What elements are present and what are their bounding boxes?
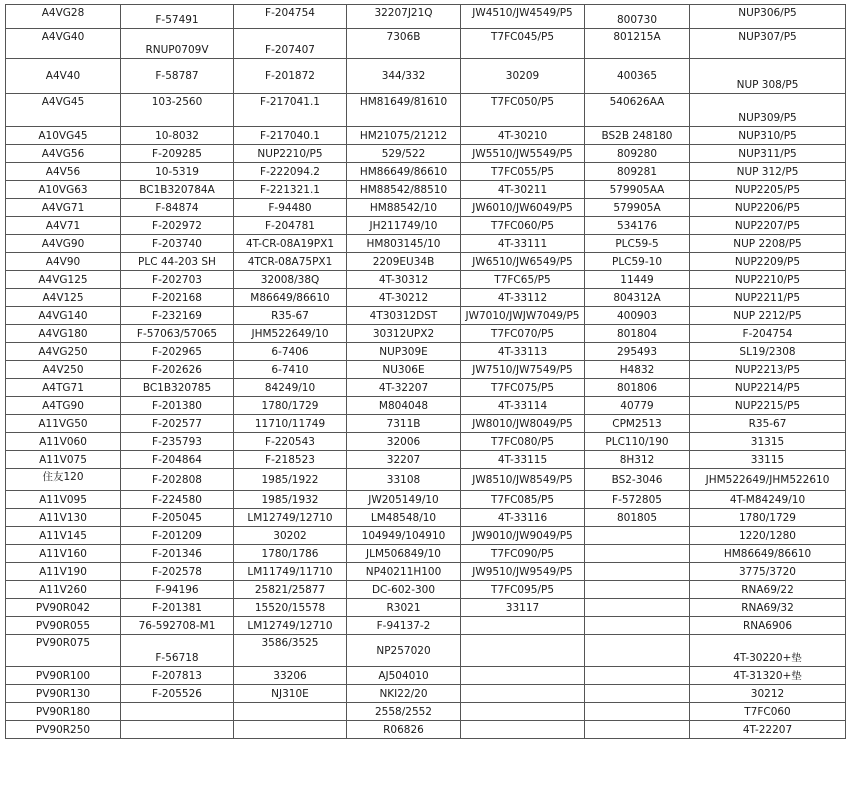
cell-code-c: HM88542/88510	[347, 181, 461, 199]
cell-code-c: HM21075/21212	[347, 127, 461, 145]
table-row	[6, 325, 846, 343]
table-row	[6, 145, 846, 163]
cell-code-e	[585, 635, 690, 667]
table-row	[6, 721, 846, 739]
cell-code-d: 4T-33113	[461, 343, 585, 361]
cell-code-c: 7306B	[347, 29, 461, 59]
table-row	[6, 271, 846, 289]
cell-code-d: JW5510/JW5549/P5	[461, 145, 585, 163]
cell-model: A4V40	[6, 59, 121, 94]
cell-code-c: HM803145/10	[347, 235, 461, 253]
cell-code-b: 4T-CR-08A19PX1	[234, 235, 347, 253]
table-row	[6, 59, 846, 94]
cell-code-e: 295493	[585, 343, 690, 361]
cell-code-d	[461, 721, 585, 739]
cell-code-d: T7FC075/P5	[461, 379, 585, 397]
cell-code-c: JLM506849/10	[347, 545, 461, 563]
cell-model: PV90R055	[6, 617, 121, 635]
cell-code-a: BC1B320784A	[121, 181, 234, 199]
cell-code-f: NUP 312/P5	[690, 163, 846, 181]
cell-code-a: F-94196	[121, 581, 234, 599]
cell-code-b: 32008/38Q	[234, 271, 347, 289]
cell-code-a: F-204864	[121, 451, 234, 469]
cell-code-f: 4T-30220+垫	[690, 635, 846, 667]
cell-code-e: 809281	[585, 163, 690, 181]
cell-code-b: NJ310E	[234, 685, 347, 703]
cell-model: A4VG40	[6, 29, 121, 59]
cell-code-b: F-207407	[234, 29, 347, 59]
cell-code-e	[585, 667, 690, 685]
cell-code-c: 4T30312DST	[347, 307, 461, 325]
cell-code-f: NUP 2212/P5	[690, 307, 846, 325]
cell-model: A4TG71	[6, 379, 121, 397]
cell-code-f: SL19/2308	[690, 343, 846, 361]
cell-code-d: JW6510/JW6549/P5	[461, 253, 585, 271]
table-row	[6, 527, 846, 545]
cell-code-e: 801806	[585, 379, 690, 397]
table-row	[6, 361, 846, 379]
cell-code-d: T7FC080/P5	[461, 433, 585, 451]
cell-code-c: 4T-32207	[347, 379, 461, 397]
cell-code-f: NUP2210/P5	[690, 271, 846, 289]
cell-code-a: F-202168	[121, 289, 234, 307]
cell-model: PV90R250	[6, 721, 121, 739]
cell-code-e: 8H312	[585, 451, 690, 469]
cell-code-d: T7FC070/P5	[461, 325, 585, 343]
table-row	[6, 29, 846, 59]
cell-code-a: F-201346	[121, 545, 234, 563]
cell-code-e: 801804	[585, 325, 690, 343]
cell-model: A4VG90	[6, 235, 121, 253]
cell-model: A4V71	[6, 217, 121, 235]
cell-code-d: 33117	[461, 599, 585, 617]
cell-code-b: 4TCR-08A75PX1	[234, 253, 347, 271]
cell-model: PV90R100	[6, 667, 121, 685]
cell-code-b: LM11749/11710	[234, 563, 347, 581]
cell-code-f: NUP306/P5	[690, 5, 846, 29]
cell-code-d: T7FC050/P5	[461, 94, 585, 127]
cell-code-a: F-207813	[121, 667, 234, 685]
cell-code-d: JW8010/JW8049/P5	[461, 415, 585, 433]
cell-code-d	[461, 685, 585, 703]
table-row	[6, 127, 846, 145]
table-row	[6, 433, 846, 451]
cell-code-e: 540626AA	[585, 94, 690, 127]
cell-code-e	[585, 527, 690, 545]
cell-code-b: F-221321.1	[234, 181, 347, 199]
cell-code-d: JW8510/JW8549/P5	[461, 469, 585, 491]
cell-code-a: F-57063/57065	[121, 325, 234, 343]
cell-code-c: NUP309E	[347, 343, 461, 361]
table-row	[6, 491, 846, 509]
cell-code-d: 4T-33116	[461, 509, 585, 527]
cell-code-c: R06826	[347, 721, 461, 739]
cell-model: A11V160	[6, 545, 121, 563]
cell-code-d: 4T-33115	[461, 451, 585, 469]
cell-code-a: F-202626	[121, 361, 234, 379]
cell-code-a: 76-592708-M1	[121, 617, 234, 635]
cell-model: A4V250	[6, 361, 121, 379]
cell-code-e: PLC110/190	[585, 433, 690, 451]
cell-model: A11V190	[6, 563, 121, 581]
cell-code-e: 579905A	[585, 199, 690, 217]
cell-code-c: R3021	[347, 599, 461, 617]
cell-code-d: T7FC65/P5	[461, 271, 585, 289]
cell-code-b: F-222094.2	[234, 163, 347, 181]
cell-code-d: JW6010/JW6049/P5	[461, 199, 585, 217]
cell-code-f: 4T-22207	[690, 721, 846, 739]
cell-code-f: F-204754	[690, 325, 846, 343]
cell-code-d: T7FC055/P5	[461, 163, 585, 181]
cell-model: A4VG45	[6, 94, 121, 127]
cell-model: A11V260	[6, 581, 121, 599]
cell-code-d	[461, 703, 585, 721]
cell-code-f: NUP311/P5	[690, 145, 846, 163]
cell-code-f: HM86649/86610	[690, 545, 846, 563]
cell-code-e: 579905AA	[585, 181, 690, 199]
cell-code-b: F-204754	[234, 5, 347, 29]
cell-code-b: LM12749/12710	[234, 509, 347, 527]
cell-code-a: F-202965	[121, 343, 234, 361]
cell-code-b: 25821/25877	[234, 581, 347, 599]
cell-code-a: F-205526	[121, 685, 234, 703]
cell-code-c: 4T-30212	[347, 289, 461, 307]
cell-model: A4V90	[6, 253, 121, 271]
cell-code-c: 529/522	[347, 145, 461, 163]
cell-code-d: JW4510/JW4549/P5	[461, 5, 585, 29]
cell-code-a: F-205045	[121, 509, 234, 527]
cell-code-a: F-58787	[121, 59, 234, 94]
cell-code-b: 11710/11749	[234, 415, 347, 433]
table-row	[6, 617, 846, 635]
cell-code-a: F-57491	[121, 5, 234, 29]
cell-code-f: RNA6906	[690, 617, 846, 635]
cell-code-f: NUP307/P5	[690, 29, 846, 59]
cell-code-f: NUP 308/P5	[690, 59, 846, 94]
cell-code-e: 40779	[585, 397, 690, 415]
cell-model: A4V56	[6, 163, 121, 181]
cell-code-a: F-56718	[121, 635, 234, 667]
table-row	[6, 397, 846, 415]
cell-code-a: F-202578	[121, 563, 234, 581]
cell-code-d: T7FC060/P5	[461, 217, 585, 235]
cell-code-a: F-202577	[121, 415, 234, 433]
cell-code-d: 4T-33114	[461, 397, 585, 415]
cell-code-e	[585, 581, 690, 599]
cell-model: PV90R075	[6, 635, 121, 667]
cell-model: A11V075	[6, 451, 121, 469]
cell-code-e: H4832	[585, 361, 690, 379]
cell-code-a: PLC 44-203 SH	[121, 253, 234, 271]
cell-model: A4VG125	[6, 271, 121, 289]
cell-code-b: F-220543	[234, 433, 347, 451]
cell-model: PV90R180	[6, 703, 121, 721]
cell-code-b: 3586/3525	[234, 635, 347, 667]
cell-code-d: JW9510/JW9549/P5	[461, 563, 585, 581]
cell-code-c: AJ504010	[347, 667, 461, 685]
cell-code-c: 30312UPX2	[347, 325, 461, 343]
cell-code-b: 1780/1786	[234, 545, 347, 563]
cell-code-b: NUP2210/P5	[234, 145, 347, 163]
table-row	[6, 199, 846, 217]
cell-code-e: 800730	[585, 5, 690, 29]
cell-code-c: 344/332	[347, 59, 461, 94]
table-row	[6, 343, 846, 361]
cell-code-f: 33115	[690, 451, 846, 469]
cell-code-e: 801215A	[585, 29, 690, 59]
table-row	[6, 635, 846, 667]
cell-code-f: NUP2214/P5	[690, 379, 846, 397]
cell-code-b: 84249/10	[234, 379, 347, 397]
cell-code-d: JW7010/JWJW7049/P5	[461, 307, 585, 325]
cell-code-a: F-209285	[121, 145, 234, 163]
cell-code-f: NUP2206/P5	[690, 199, 846, 217]
cell-code-f: T7FC060	[690, 703, 846, 721]
cell-code-a: F-84874	[121, 199, 234, 217]
cell-code-e	[585, 545, 690, 563]
cell-code-f: 3775/3720	[690, 563, 846, 581]
cell-code-d: 4T-30211	[461, 181, 585, 199]
cell-code-a: F-224580	[121, 491, 234, 509]
cell-code-d: T7FC045/P5	[461, 29, 585, 59]
cell-code-b: M86649/86610	[234, 289, 347, 307]
table-row	[6, 217, 846, 235]
cell-code-b: 30202	[234, 527, 347, 545]
cell-code-e	[585, 721, 690, 739]
cell-code-b: F-217040.1	[234, 127, 347, 145]
cell-code-c: NP257020	[347, 635, 461, 667]
cell-code-b: 6-7406	[234, 343, 347, 361]
cell-code-e: BS2B 248180	[585, 127, 690, 145]
cell-code-c: 32207J21Q	[347, 5, 461, 29]
cell-code-d: 4T-30210	[461, 127, 585, 145]
cell-code-b: JHM522649/10	[234, 325, 347, 343]
cell-code-c: F-94137-2	[347, 617, 461, 635]
cell-code-a: 10-8032	[121, 127, 234, 145]
table-row	[6, 307, 846, 325]
cell-code-b: 6-7410	[234, 361, 347, 379]
table-row	[6, 94, 846, 127]
cell-model: A4VG56	[6, 145, 121, 163]
table-row	[6, 253, 846, 271]
cell-code-e: 809280	[585, 145, 690, 163]
cell-code-b: F-201872	[234, 59, 347, 94]
table-row	[6, 509, 846, 527]
cell-code-a: F-201209	[121, 527, 234, 545]
cell-code-e: PLC59-5	[585, 235, 690, 253]
cell-model: A4VG250	[6, 343, 121, 361]
cell-code-a: 103-2560	[121, 94, 234, 127]
cell-code-d: T7FC095/P5	[461, 581, 585, 599]
cell-code-a: RNUP0709V	[121, 29, 234, 59]
cell-code-d: JW7510/JW7549/P5	[461, 361, 585, 379]
table-row	[6, 599, 846, 617]
cell-code-e: PLC59-10	[585, 253, 690, 271]
cell-code-f: 30212	[690, 685, 846, 703]
cell-model: A4VG28	[6, 5, 121, 29]
cell-code-b: F-94480	[234, 199, 347, 217]
cell-code-d: JW9010/JW9049/P5	[461, 527, 585, 545]
cell-code-b: F-217041.1	[234, 94, 347, 127]
cell-code-b	[234, 721, 347, 739]
table-row	[6, 163, 846, 181]
cell-code-c: M804048	[347, 397, 461, 415]
cell-code-e: F-572805	[585, 491, 690, 509]
table-row	[6, 469, 846, 491]
cell-code-c: 33108	[347, 469, 461, 491]
cell-code-c: HM81649/81610	[347, 94, 461, 127]
cell-model: A11V060	[6, 433, 121, 451]
bearing-table-sheet	[5, 4, 846, 739]
cell-model: PV90R042	[6, 599, 121, 617]
cell-code-c: 2209EU34B	[347, 253, 461, 271]
cell-code-e: 801805	[585, 509, 690, 527]
cell-code-c: JH211749/10	[347, 217, 461, 235]
cell-code-c: 32006	[347, 433, 461, 451]
cell-model: A10VG45	[6, 127, 121, 145]
cell-code-f: NUP2205/P5	[690, 181, 846, 199]
cell-code-f: NUP2213/P5	[690, 361, 846, 379]
cell-model: A4VG140	[6, 307, 121, 325]
table-row	[6, 451, 846, 469]
cell-code-d: 4T-33111	[461, 235, 585, 253]
cell-code-b: F-204781	[234, 217, 347, 235]
table-row	[6, 289, 846, 307]
cell-code-f: 1220/1280	[690, 527, 846, 545]
table-row	[6, 379, 846, 397]
cell-model: A11VG50	[6, 415, 121, 433]
cell-code-b: LM12749/12710	[234, 617, 347, 635]
cell-model: 住友120	[6, 469, 121, 491]
cell-code-f: RNA69/22	[690, 581, 846, 599]
cell-code-e: BS2-3046	[585, 469, 690, 491]
cell-code-f: 4T-31320+垫	[690, 667, 846, 685]
cell-code-f: 1780/1729	[690, 509, 846, 527]
cell-model: A4TG90	[6, 397, 121, 415]
cell-code-c: 32207	[347, 451, 461, 469]
table-row	[6, 667, 846, 685]
cell-code-f: NUP2211/P5	[690, 289, 846, 307]
cell-code-d: 4T-33112	[461, 289, 585, 307]
cell-code-e: 400365	[585, 59, 690, 94]
cell-code-c: 2558/2552	[347, 703, 461, 721]
cell-code-f: NUP309/P5	[690, 94, 846, 127]
cell-code-c: LM48548/10	[347, 509, 461, 527]
cell-code-e: 11449	[585, 271, 690, 289]
cell-code-f: 4T-M84249/10	[690, 491, 846, 509]
cell-code-a: F-202972	[121, 217, 234, 235]
cell-code-c: HM88542/10	[347, 199, 461, 217]
cell-model: A10VG63	[6, 181, 121, 199]
cell-code-a	[121, 703, 234, 721]
cell-code-c: 104949/104910	[347, 527, 461, 545]
cell-code-b: 15520/15578	[234, 599, 347, 617]
cell-code-b: 1985/1922	[234, 469, 347, 491]
table-row	[6, 5, 846, 29]
cell-code-a: F-202703	[121, 271, 234, 289]
cell-model: A11V130	[6, 509, 121, 527]
cell-code-f: R35-67	[690, 415, 846, 433]
cell-code-e: 400903	[585, 307, 690, 325]
cell-model: A11V145	[6, 527, 121, 545]
cell-code-d	[461, 667, 585, 685]
cell-code-d: T7FC090/P5	[461, 545, 585, 563]
table-row	[6, 685, 846, 703]
cell-code-a: 10-5319	[121, 163, 234, 181]
bearing-table	[5, 4, 846, 739]
cell-code-f: NUP2215/P5	[690, 397, 846, 415]
cell-code-c: DC-602-300	[347, 581, 461, 599]
cell-code-d: T7FC085/P5	[461, 491, 585, 509]
cell-code-e: CPM2513	[585, 415, 690, 433]
cell-code-c: NP40211H100	[347, 563, 461, 581]
cell-code-d: 30209	[461, 59, 585, 94]
cell-code-e	[585, 599, 690, 617]
cell-code-c: HM86649/86610	[347, 163, 461, 181]
cell-code-f: RNA69/32	[690, 599, 846, 617]
cell-code-a: F-235793	[121, 433, 234, 451]
cell-model: A4VG71	[6, 199, 121, 217]
cell-code-b	[234, 703, 347, 721]
cell-model: A11V095	[6, 491, 121, 509]
cell-code-a: F-201381	[121, 599, 234, 617]
table-row	[6, 181, 846, 199]
cell-code-f: NUP2209/P5	[690, 253, 846, 271]
cell-code-a	[121, 721, 234, 739]
cell-code-e	[585, 563, 690, 581]
cell-model: A4VG180	[6, 325, 121, 343]
cell-code-f: NUP 2208/P5	[690, 235, 846, 253]
table-row	[6, 581, 846, 599]
cell-code-c: JW205149/10	[347, 491, 461, 509]
cell-code-e	[585, 703, 690, 721]
cell-code-b: 33206	[234, 667, 347, 685]
cell-code-c: NKI22/20	[347, 685, 461, 703]
cell-code-a: F-203740	[121, 235, 234, 253]
cell-code-e: 804312A	[585, 289, 690, 307]
cell-code-f: 31315	[690, 433, 846, 451]
cell-code-a: BC1B320785	[121, 379, 234, 397]
cell-code-c: 4T-30312	[347, 271, 461, 289]
table-row	[6, 563, 846, 581]
cell-code-c: NU306E	[347, 361, 461, 379]
cell-code-b: 1780/1729	[234, 397, 347, 415]
cell-code-d	[461, 617, 585, 635]
cell-code-e: 534176	[585, 217, 690, 235]
cell-code-c: 7311B	[347, 415, 461, 433]
cell-code-e	[585, 617, 690, 635]
cell-code-a: F-202808	[121, 469, 234, 491]
cell-code-f: NUP310/P5	[690, 127, 846, 145]
table-row	[6, 545, 846, 563]
cell-model: A4V125	[6, 289, 121, 307]
cell-code-d	[461, 635, 585, 667]
cell-code-b: F-218523	[234, 451, 347, 469]
cell-code-f: JHM522649/JHM522610	[690, 469, 846, 491]
cell-code-b: 1985/1932	[234, 491, 347, 509]
table-row	[6, 415, 846, 433]
cell-model: PV90R130	[6, 685, 121, 703]
cell-code-a: F-201380	[121, 397, 234, 415]
cell-code-b: R35-67	[234, 307, 347, 325]
cell-code-a: F-232169	[121, 307, 234, 325]
table-row	[6, 703, 846, 721]
table-row	[6, 235, 846, 253]
cell-code-e	[585, 685, 690, 703]
cell-code-f: NUP2207/P5	[690, 217, 846, 235]
